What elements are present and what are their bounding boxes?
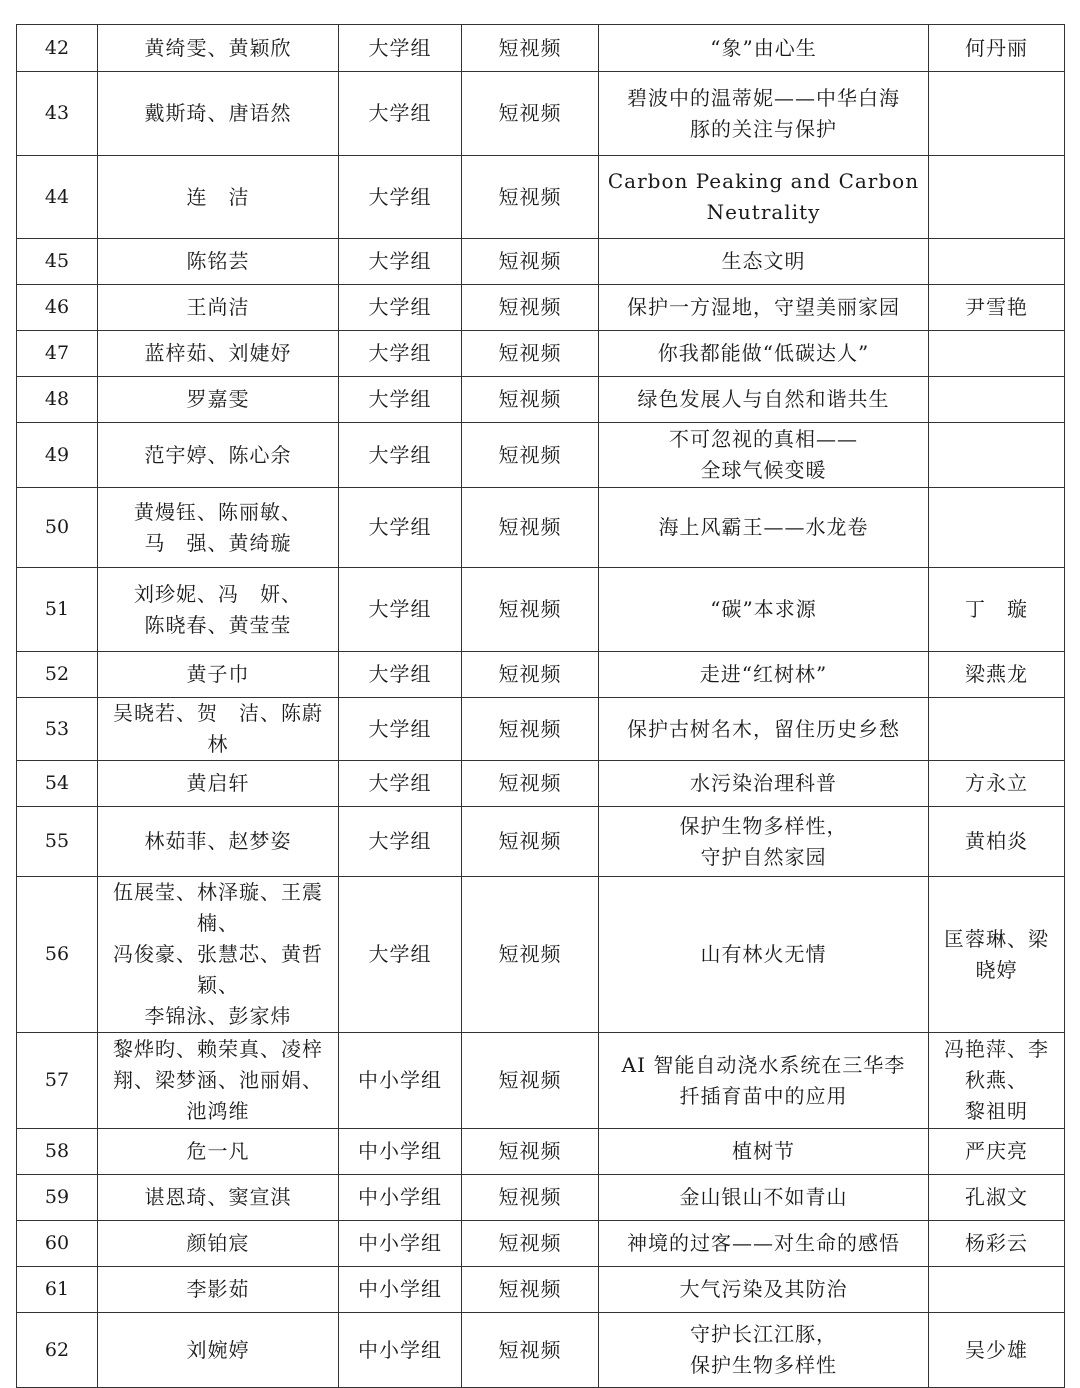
entry-group: 中小学组: [339, 1033, 462, 1129]
entry-title: [599, 1129, 929, 1175]
entry-teacher: [929, 698, 1065, 761]
entry-teacher: [929, 761, 1065, 807]
entry-number: 58: [17, 1129, 98, 1175]
entry-number: 61: [17, 1267, 98, 1313]
entry-authors-line: 黄绮雯、黄颖欣: [144, 35, 292, 60]
entry-type: 短视频: [462, 239, 599, 285]
entry-group: 中小学组: [339, 1221, 462, 1267]
entry-authors-line: 吴晓若、贺 洁、陈蔚林: [113, 701, 323, 756]
entry-teacher-line: 方永立: [965, 771, 1028, 795]
entry-title-line: 神境的过客——对生命的感悟: [627, 1231, 900, 1255]
entry-title-line: 保护生物多样性: [690, 1353, 837, 1377]
award-table-body: [17, 25, 1065, 1388]
entry-type: 短视频: [462, 1033, 599, 1129]
table-row: [17, 25, 1065, 72]
entry-authors: [98, 652, 339, 698]
entry-authors-line: 戴斯琦、唐语然: [144, 101, 292, 125]
table-row: [17, 1129, 1065, 1175]
entry-title: [599, 698, 929, 761]
entry-teacher: [929, 568, 1065, 652]
entry-group: 大学组: [339, 568, 462, 652]
entry-authors: [98, 377, 339, 423]
entry-number: 46: [17, 285, 98, 331]
entry-number: 55: [17, 807, 98, 877]
entry-number: 59: [17, 1175, 98, 1221]
entry-number: 42: [17, 25, 98, 72]
table-row: [17, 652, 1065, 698]
entry-title-line: 绿色发展人与自然和谐共生: [637, 387, 890, 411]
entry-number: 53: [17, 698, 98, 761]
entry-title: [599, 568, 929, 652]
entry-number: 44: [17, 156, 98, 239]
table-row: [17, 72, 1065, 156]
table-row: [17, 761, 1065, 807]
entry-type: 短视频: [462, 488, 599, 568]
entry-authors-line: 李影茹: [186, 1277, 250, 1301]
entry-title-line: 不可忽视的真相——: [669, 427, 858, 451]
entry-authors: [98, 1267, 339, 1313]
entry-group: 大学组: [339, 698, 462, 761]
entry-authors-line: 池鸿维: [186, 1099, 250, 1123]
entry-group: 大学组: [339, 156, 462, 239]
entry-group: 大学组: [339, 285, 462, 331]
entry-group: 大学组: [339, 72, 462, 156]
entry-teacher: [929, 25, 1065, 72]
entry-number: 47: [17, 331, 98, 377]
table-row: [17, 239, 1065, 285]
entry-authors: [98, 568, 339, 652]
table-row: [17, 807, 1065, 877]
entry-authors: [98, 877, 339, 1033]
entry-teacher-line: 杨彩云: [965, 1231, 1028, 1255]
entry-authors: [98, 239, 339, 285]
entry-authors-line: 蓝梓茹、刘婕妤: [144, 341, 292, 365]
table-row: [17, 1313, 1065, 1388]
entry-authors-line: 刘珍妮、冯 妍、: [134, 581, 302, 606]
entry-title: [599, 377, 929, 423]
entry-group: 中小学组: [339, 1313, 462, 1388]
entry-title-line: 碧波中的温蒂妮——中华白海: [627, 85, 900, 110]
entry-authors-line: 范宇婷、陈心余: [144, 442, 292, 467]
entry-authors-line: 伍展莹、林泽璇、王震楠、: [113, 880, 323, 935]
entry-title: [599, 239, 929, 285]
entry-group: 大学组: [339, 488, 462, 568]
table-row: [17, 423, 1065, 488]
entry-teacher: [929, 488, 1065, 568]
entry-title-line: Neutrality: [706, 200, 821, 224]
entry-teacher-line: 黎祖明: [965, 1099, 1028, 1123]
entry-authors-line: 马 强、黄绮璇: [144, 530, 292, 555]
entry-teacher-line: 冯艳萍、李: [944, 1037, 1049, 1061]
entry-authors-line: 黄熳钰、陈丽敏、: [134, 499, 302, 524]
entry-teacher: [929, 807, 1065, 877]
entry-group: 大学组: [339, 877, 462, 1033]
entry-number: 48: [17, 377, 98, 423]
entry-authors-line: 王尚洁: [186, 295, 250, 319]
entry-title-line: 守护长江江豚，: [690, 1322, 837, 1346]
entry-title-line: 守护自然家园: [700, 844, 827, 869]
table-row: [17, 698, 1065, 761]
entry-authors: [98, 25, 339, 72]
entry-title-line: “碳”本求源: [710, 597, 817, 621]
entry-authors-line: 黄子巾: [186, 662, 250, 686]
entry-authors: [98, 285, 339, 331]
table-row: [17, 377, 1065, 423]
entry-group: 中小学组: [339, 1175, 462, 1221]
entry-authors-line: 刘婉婷: [186, 1337, 250, 1362]
entry-authors: [98, 156, 339, 239]
entry-authors: [98, 423, 339, 488]
entry-type: 短视频: [462, 1129, 599, 1175]
entry-teacher: [929, 1221, 1065, 1267]
entry-title: [599, 761, 929, 807]
entry-type: 短视频: [462, 285, 599, 331]
entry-teacher-line: 尹雪艳: [965, 295, 1028, 319]
entry-group: 大学组: [339, 423, 462, 488]
entry-title: [599, 488, 929, 568]
entry-type: 短视频: [462, 1221, 599, 1267]
table-row: [17, 568, 1065, 652]
entry-authors-line: 黄启轩: [186, 771, 250, 795]
entry-teacher: [929, 285, 1065, 331]
entry-teacher: [929, 156, 1065, 239]
award-list-sheet: [16, 24, 1064, 1388]
table-row: [17, 488, 1065, 568]
entry-number: 60: [17, 1221, 98, 1267]
entry-authors-line: 林茹菲、赵梦姿: [144, 829, 292, 853]
entry-authors: [98, 1033, 339, 1129]
entry-authors: [98, 1221, 339, 1267]
entry-authors-line: 陈铭芸: [186, 249, 250, 273]
entry-teacher-line: 匡蓉琳、梁: [944, 926, 1049, 951]
entry-type: 短视频: [462, 423, 599, 488]
entry-teacher-line: 秋燕、: [965, 1068, 1028, 1092]
award-table: [16, 24, 1065, 1388]
entry-title-line: Carbon Peaking and Carbon: [607, 169, 920, 193]
entry-title-line: “象”由心生: [710, 35, 817, 60]
entry-type: 短视频: [462, 698, 599, 761]
entry-group: 大学组: [339, 761, 462, 807]
entry-title: [599, 331, 929, 377]
entry-number: 49: [17, 423, 98, 488]
entry-teacher: [929, 1267, 1065, 1313]
entry-title-line: 植树节: [732, 1139, 795, 1163]
entry-authors-line: 危一凡: [186, 1139, 250, 1163]
entry-teacher: [929, 877, 1065, 1033]
entry-title: [599, 1175, 929, 1221]
entry-authors: [98, 698, 339, 761]
entry-type: 短视频: [462, 72, 599, 156]
entry-title-line: 生态文明: [721, 249, 806, 273]
entry-teacher: [929, 377, 1065, 423]
entry-title: [599, 156, 929, 239]
entry-group: 大学组: [339, 377, 462, 423]
entry-number: 43: [17, 72, 98, 156]
entry-title: [599, 72, 929, 156]
entry-teacher-line: 何丹丽: [965, 35, 1028, 60]
entry-group: 中小学组: [339, 1267, 462, 1313]
entry-title: [599, 423, 929, 488]
table-row: [17, 1221, 1065, 1267]
entry-teacher-line: 孔淑文: [965, 1185, 1028, 1209]
entry-type: 短视频: [462, 1267, 599, 1313]
entry-teacher: [929, 1175, 1065, 1221]
entry-authors: [98, 761, 339, 807]
entry-number: 54: [17, 761, 98, 807]
entry-teacher: [929, 331, 1065, 377]
table-row: [17, 877, 1065, 1033]
entry-authors-line: 李锦泳、彭家炜: [144, 1004, 292, 1028]
entry-type: 短视频: [462, 1313, 599, 1388]
entry-title-line: 全球气候变暖: [700, 458, 827, 482]
entry-title-line: 你我都能做“低碳达人”: [657, 341, 870, 365]
entry-title: [599, 807, 929, 877]
entry-teacher-line: 黄柏炎: [965, 829, 1028, 853]
entry-teacher-line: 晓婷: [975, 957, 1018, 982]
entry-group: 大学组: [339, 25, 462, 72]
entry-title-line: 水污染治理科普: [690, 771, 837, 795]
entry-type: 短视频: [462, 377, 599, 423]
table-row: [17, 1033, 1065, 1129]
entry-authors: [98, 807, 339, 877]
entry-authors: [98, 1313, 339, 1388]
entry-title: [599, 285, 929, 331]
entry-teacher-line: 梁燕龙: [965, 662, 1028, 686]
table-row: [17, 331, 1065, 377]
entry-number: 45: [17, 239, 98, 285]
entry-authors: [98, 1175, 339, 1221]
entry-title-line: 山有林火无情: [700, 942, 827, 966]
entry-title-line: 保护一方湿地，守望美丽家园: [627, 295, 900, 319]
entry-authors-line: 谌恩琦、窦宣淇: [144, 1185, 292, 1209]
entry-authors-line: 黎烨昀、赖荣真、凌梓: [113, 1037, 323, 1061]
entry-type: 短视频: [462, 652, 599, 698]
entry-type: 短视频: [462, 25, 599, 72]
entry-authors-line: 连 洁: [186, 184, 250, 209]
entry-authors-line: 罗嘉雯: [186, 387, 250, 411]
entry-group: 大学组: [339, 239, 462, 285]
entry-title: [599, 1267, 929, 1313]
entry-title: [599, 652, 929, 698]
entry-teacher: [929, 1033, 1065, 1129]
entry-title-line: 走进“红树林”: [699, 662, 828, 686]
table-row: [17, 156, 1065, 239]
entry-authors-line: 冯俊豪、张慧芯、黄哲颖、: [113, 942, 323, 997]
entry-teacher: [929, 423, 1065, 488]
entry-teacher-line: 严庆亮: [965, 1139, 1028, 1163]
entry-title-line: 金山银山不如青山: [679, 1185, 848, 1209]
entry-teacher: [929, 1313, 1065, 1388]
entry-teacher-line: 吴少雄: [965, 1337, 1028, 1362]
entry-title-line: 大气污染及其防治: [679, 1277, 848, 1301]
entry-group: 大学组: [339, 331, 462, 377]
entry-title-line: 扦插育苗中的应用: [679, 1083, 848, 1108]
table-row: [17, 1175, 1065, 1221]
entry-type: 短视频: [462, 156, 599, 239]
entry-number: 50: [17, 488, 98, 568]
entry-number: 57: [17, 1033, 98, 1129]
entry-teacher: [929, 652, 1065, 698]
table-row: [17, 1267, 1065, 1313]
entry-title-line: 豚的关注与保护: [690, 116, 837, 141]
table-row: [17, 285, 1065, 331]
entry-type: 短视频: [462, 1175, 599, 1221]
entry-authors-line: 颜铂宸: [186, 1231, 250, 1255]
entry-authors-line: 翔、梁梦涵、池丽娟、: [113, 1068, 323, 1092]
entry-number: 51: [17, 568, 98, 652]
entry-title-line: AI 智能自动浇水系统在三华李: [621, 1052, 906, 1077]
entry-type: 短视频: [462, 807, 599, 877]
entry-title: [599, 25, 929, 72]
entry-number: 62: [17, 1313, 98, 1388]
entry-type: 短视频: [462, 568, 599, 652]
entry-teacher: [929, 72, 1065, 156]
entry-type: 短视频: [462, 761, 599, 807]
entry-authors: [98, 331, 339, 377]
entry-group: 大学组: [339, 807, 462, 877]
entry-title-line: 保护古树名木，留住历史乡愁: [627, 716, 900, 741]
entry-teacher-line: 丁 璇: [965, 597, 1028, 621]
entry-title: [599, 1033, 929, 1129]
entry-title-line: 保护生物多样性，: [679, 813, 848, 838]
entry-type: 短视频: [462, 877, 599, 1033]
entry-title: [599, 877, 929, 1033]
entry-type: 短视频: [462, 331, 599, 377]
entry-authors: [98, 72, 339, 156]
entry-teacher: [929, 239, 1065, 285]
entry-authors-line: 陈晓春、黄莹莹: [144, 612, 292, 637]
entry-group: 大学组: [339, 652, 462, 698]
entry-authors: [98, 488, 339, 568]
entry-title: [599, 1313, 929, 1388]
entry-teacher: [929, 1129, 1065, 1175]
entry-number: 56: [17, 877, 98, 1033]
entry-title-line: 海上风霸王——水龙卷: [658, 515, 869, 539]
entry-title: [599, 1221, 929, 1267]
entry-authors: [98, 1129, 339, 1175]
entry-group: 中小学组: [339, 1129, 462, 1175]
entry-number: 52: [17, 652, 98, 698]
